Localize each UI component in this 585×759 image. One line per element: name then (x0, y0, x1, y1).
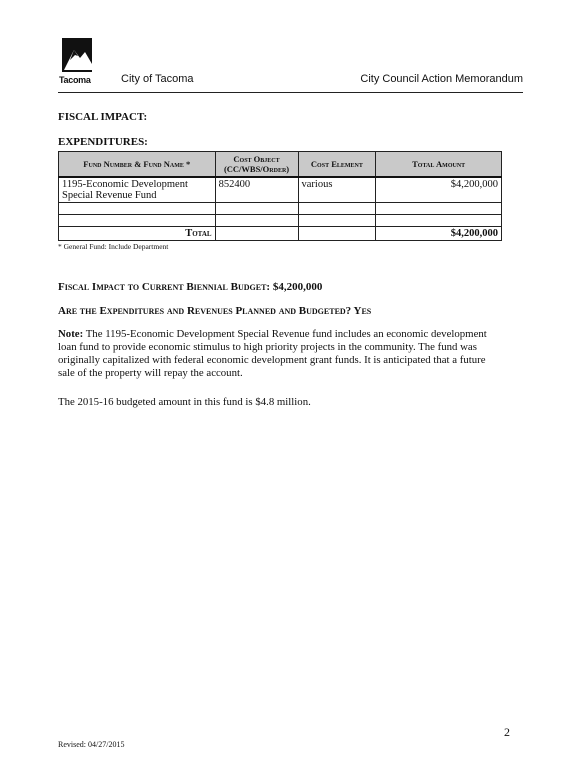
cell-fund: 1195-Economic Development Special Revenue Fund (59, 177, 216, 203)
expenditures-heading: EXPENDITURES: (58, 136, 148, 148)
col-header-total-amount: Total Amount (376, 152, 502, 178)
fiscal-impact-heading: FISCAL IMPACT: (58, 111, 148, 123)
table-footnote: * General Fund: Include Department (58, 242, 169, 251)
budget-paragraph: The 2015-16 budgeted amount in this fund is $4.8 million. (58, 396, 311, 408)
page-header (58, 36, 523, 93)
biennial-value: $4,200,000 (272, 281, 323, 293)
total-amount: $4,200,000 (376, 227, 502, 241)
planned-value: Yes (353, 305, 372, 317)
page-number: 2 (504, 725, 510, 739)
planned-label: Are the Expenditures and Revenues Planned and Budgeted? (58, 305, 352, 317)
biennial-label: Fiscal Impact to Current Biennial Budget: (58, 281, 271, 293)
tacoma-logo (58, 36, 98, 88)
document-type: City Council Action Memorandum (360, 73, 523, 85)
cell-cost-element: various (298, 177, 376, 203)
revised-date: Revised: 04/27/2015 (58, 740, 125, 749)
note-text: The 1195-Economic Development Special Revenue fund includes an economic development loan fund to provide economic stimulus to high priority projects in the community. The fund was originally capitalized with federal economic development grant funds. It is anticipated that a future sale of the property will repay the account. (58, 328, 487, 379)
mountain-icon (58, 36, 98, 76)
cell-amount: $4,200,000 (376, 177, 502, 203)
col-header-cost-element: Cost Element (298, 152, 376, 178)
note-paragraph (58, 328, 503, 380)
logo-wordmark: Tacoma (59, 75, 91, 85)
col-header-fund: Fund Number & Fund Name * (59, 152, 216, 178)
biennial-budget-line (58, 281, 322, 293)
col-header-cost-object: Cost Object (CC/WBS/Order) (215, 152, 298, 178)
planned-budgeted-line (58, 305, 371, 317)
cell-cost-object: 852400 (215, 177, 298, 203)
org-name: City of Tacoma (121, 73, 194, 85)
expenditures-table (58, 151, 502, 241)
table-row-empty (59, 215, 502, 227)
total-label: Total (59, 227, 216, 241)
note-label: Note: (58, 328, 84, 340)
table-row-empty (59, 203, 502, 215)
table-header-row (59, 152, 502, 178)
table-total-row (59, 227, 502, 241)
table-row (59, 177, 502, 203)
